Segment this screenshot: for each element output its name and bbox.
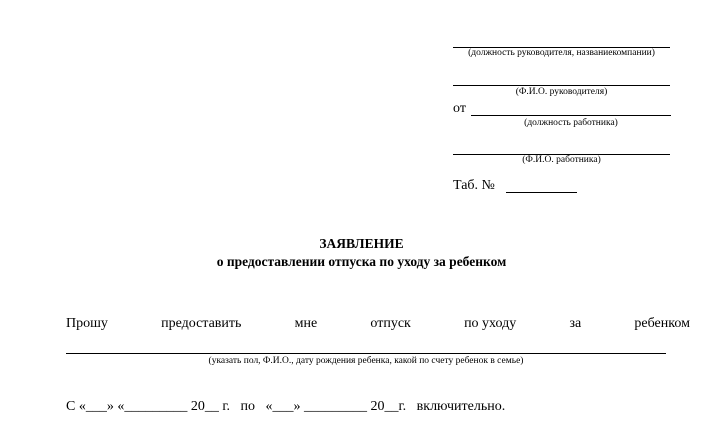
request-word: Прошу [66, 316, 108, 331]
period-line: С «___» «_________ 20__ г. по «___» _________ 20__г. включительно. [66, 399, 506, 414]
from-label: от [453, 101, 466, 116]
request-word: ребенком [634, 316, 690, 331]
caption-child-info: (указать пол, Ф.И.О., дату рождения ребенка, какой по счету ребенок в семье) [208, 356, 524, 366]
document-title: ЗАЯВЛЕНИЕ [319, 236, 404, 251]
request-word: отпуск [370, 316, 411, 331]
request-word: за [569, 316, 582, 331]
caption-manager-name: (Ф.И.О. руководителя) [515, 87, 608, 97]
tab-number-line [506, 192, 577, 193]
tab-number-label: Таб. № [453, 178, 495, 193]
caption-position-company: (должность руководителя, названиекомпании) [468, 48, 655, 58]
request-word: мне [294, 316, 318, 331]
employee-position-line [471, 115, 671, 116]
manager-name-line [453, 85, 670, 86]
request-word: по уходу [464, 316, 517, 331]
request-word: предоставить [161, 316, 242, 331]
child-info-line [66, 353, 666, 354]
caption-employee-position: (должность работника) [524, 118, 618, 128]
document-subtitle: о предоставлении отпуска по уходу за ребенком [216, 254, 507, 269]
request-line [66, 316, 690, 332]
caption-employee-name: (Ф.И.О. работника) [522, 155, 601, 165]
